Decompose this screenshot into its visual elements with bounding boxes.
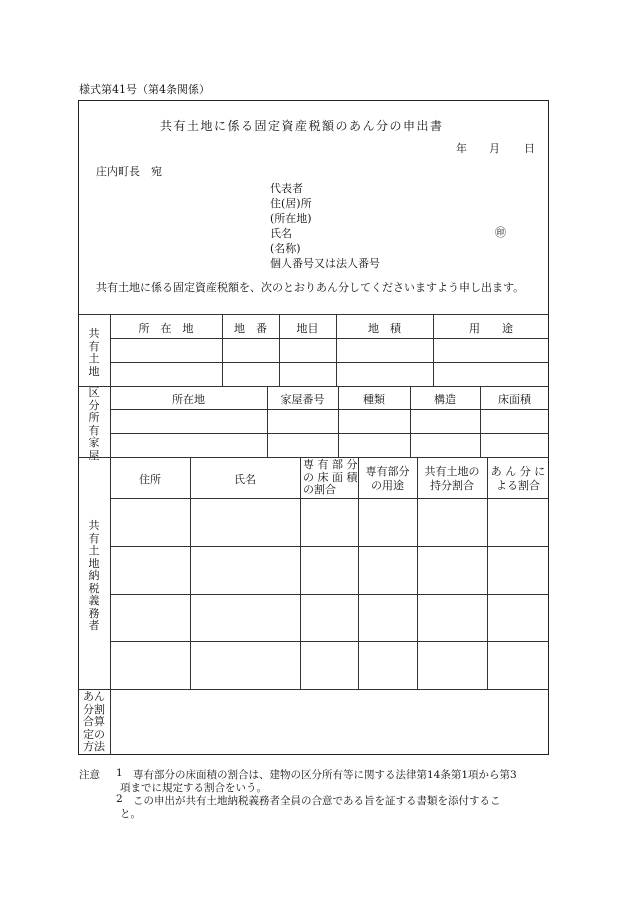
note-2-line-1: この申出が共有土地納税義務者全員の合意である旨を証する書類を添付するこ <box>133 795 501 807</box>
date-day: 日 <box>524 142 535 155</box>
building-section-label: 区 分 所 有 家 屋 <box>88 386 100 462</box>
building-header-floor-area: 床面積 <box>498 393 531 406</box>
note-1-line-2: 項までに規定する割合をいう。 <box>120 782 267 794</box>
note-2-number: 2 <box>116 793 123 805</box>
land-section-label: 共 有 土 地 <box>88 327 100 378</box>
form-number: 様式第41号（第4条関係） <box>79 83 210 96</box>
taxpayer-header-floor-ratio: 専 有 部 分 の 床 面 積 の割合 <box>303 458 358 496</box>
corp-name-label: (名称) <box>270 242 301 255</box>
representative-label: 代表者 <box>270 182 303 195</box>
land-header-location: 所 在 地 <box>138 322 194 335</box>
taxpayer-header-apportion: あ ん 分 に よる割合 <box>490 465 546 492</box>
building-header-number: 家屋番号 <box>280 393 325 406</box>
land-header-area: 地 積 <box>368 322 401 335</box>
method-section-label: あん 分割 合算 定の 方法 <box>83 690 105 753</box>
note-1-line-1: 専有部分の床面積の割合は、建物の区分所有等に関する法律第14条第1項から第3 <box>133 769 517 781</box>
date-month: 月 <box>489 142 500 155</box>
seal-mark: ㊞ <box>495 226 506 239</box>
taxpayer-section-label: 共 有 土 地 納 税 義 務 者 <box>88 519 100 632</box>
id-number-label: 個人番号又は法人番号 <box>270 257 380 270</box>
taxpayer-header-share: 共有土地の 持分割合 <box>424 465 480 492</box>
location-label: (所在地) <box>270 212 312 225</box>
building-header-location: 所在地 <box>172 393 205 406</box>
taxpayer-header-address: 住所 <box>139 473 161 486</box>
name-label: 氏名 <box>270 227 292 240</box>
address-label: 住(居)所 <box>270 197 312 210</box>
land-header-lot: 地 番 <box>234 322 267 335</box>
taxpayer-header-use: 専有部分 の用途 <box>365 465 410 492</box>
date-year: 年 <box>456 142 467 155</box>
notes-heading: 注意 <box>79 769 100 781</box>
form-frame <box>78 100 549 755</box>
addressee: 庄内町長 宛 <box>96 165 162 178</box>
land-header-use: 用 途 <box>469 322 513 335</box>
land-header-category: 地目 <box>296 322 319 335</box>
note-1-number: 1 <box>116 767 123 779</box>
building-header-structure: 構造 <box>434 393 456 406</box>
note-2-line-2: と。 <box>120 808 141 820</box>
request-text: 共有土地に係る固定資産税額を、次のとおりあん分してくださいますよう申し出ます。 <box>96 281 525 294</box>
form-title: 共有土地に係る固定資産税額のあん分の申出書 <box>160 119 444 133</box>
taxpayer-header-name: 氏名 <box>234 473 256 486</box>
building-header-type: 種類 <box>363 393 385 406</box>
